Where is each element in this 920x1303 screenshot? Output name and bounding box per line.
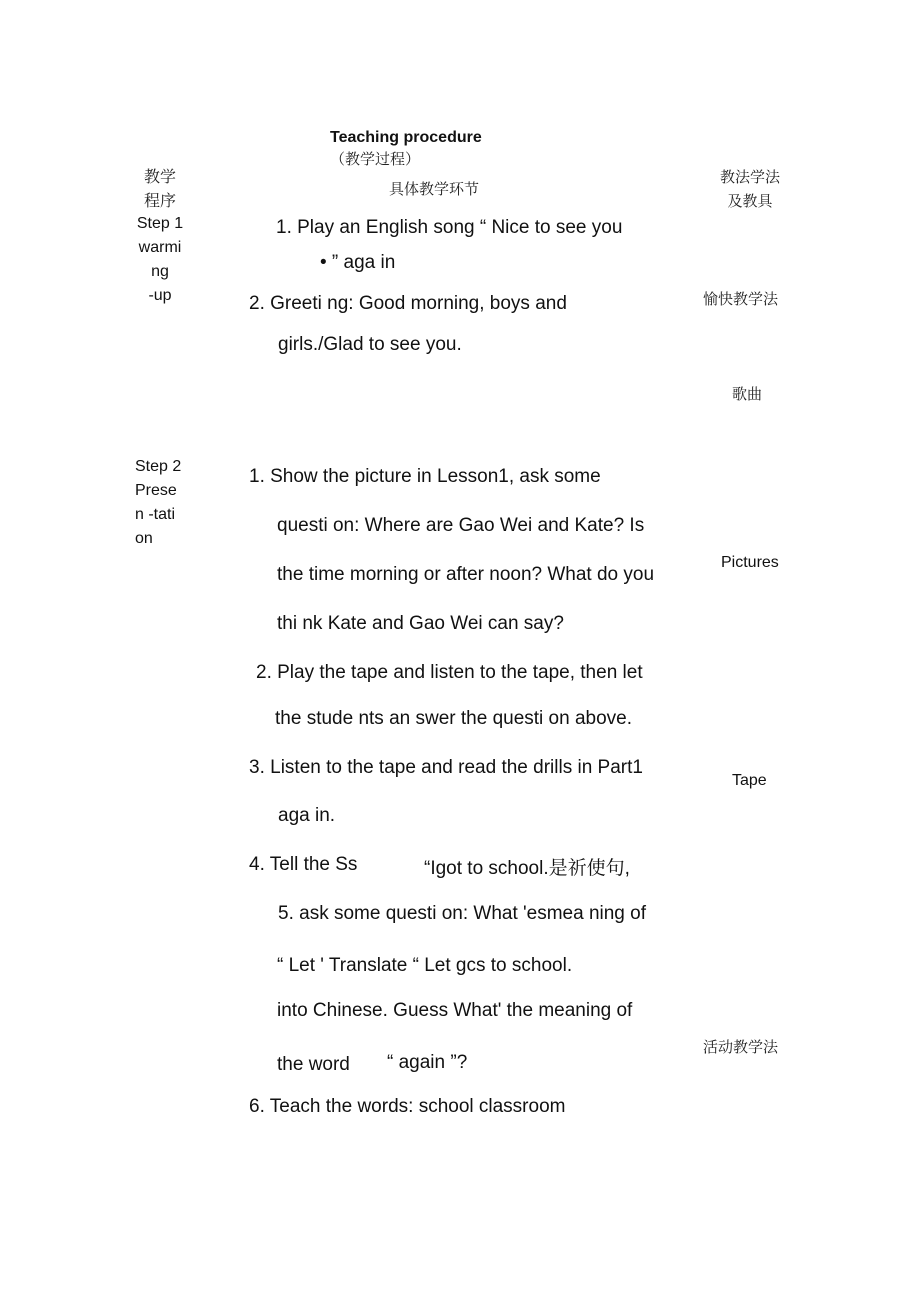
column-header-methods-line2: 及教具 [727, 192, 773, 210]
step2-line: into Chinese. Guess What' the meaning of [277, 1000, 633, 1021]
step2-line: questi on: Where are Gao Wei and Kate? Is [277, 515, 645, 536]
step1-line: • ” aga in [320, 252, 396, 273]
step1-line: 1. Play an English song “ Nice to see you [276, 217, 623, 238]
step2-line: aga in. [278, 805, 336, 826]
step1-label-line: -up [148, 287, 172, 304]
page-subtitle: （教学过程） [330, 150, 421, 168]
step2-line: thi nk Kate and Gao Wei can say? [277, 613, 564, 634]
step2-line: 6. Teach the words: school classroom [249, 1096, 566, 1117]
step2-line: the stude nts an swer the questi on above. [275, 708, 633, 729]
step1-line: girls./Glad to see you. [278, 334, 462, 355]
step2-method: Pictures [721, 554, 779, 571]
step2-line: the time morning or after noon? What do you [277, 564, 655, 585]
step1-line: 2. Greeti ng: Good morning, boys and [249, 293, 567, 314]
step2-line: “ Let ' Translate “ Let gcs to school. [277, 955, 573, 976]
step2-line: “Igot to school.是祈使句, [424, 858, 630, 879]
step2-method: 活动教学法 [703, 1038, 779, 1056]
step1-label-line: ng [151, 263, 169, 280]
step2-label-line: n -tati [135, 506, 176, 523]
step2-line: 5. ask some questi on: What 'esmea ning of [278, 903, 646, 924]
step2-line: the word [277, 1054, 350, 1075]
column-header-procedure-line2: 程序 [143, 191, 176, 210]
step1-method: 歌曲 [732, 385, 763, 403]
step1-label-line: warmi [138, 239, 182, 256]
page-title: Teaching procedure [330, 129, 482, 146]
column-header-procedure-line1: 教学 [143, 167, 176, 186]
step1-label-line: Step 1 [136, 215, 184, 232]
step2-line: 3. Listen to the tape and read the drills in Part1 [249, 757, 643, 778]
step2-line: “ again ”? [387, 1052, 468, 1073]
column-header-methods [716, 165, 784, 213]
step2-label [135, 455, 181, 551]
step2-line: 4. Tell the Ss [249, 854, 358, 875]
step2-label-line: on [135, 530, 153, 547]
step2-method: Tape [732, 772, 767, 789]
step2-label-line: Step 2 [135, 458, 182, 475]
column-header-methods-line1: 教法学法 [719, 168, 780, 186]
step2-line: 1. Show the picture in Lesson1, ask some [249, 466, 601, 487]
column-header-process: 具体教学环节 [389, 180, 480, 198]
step1-method: 愉快教学法 [703, 290, 779, 308]
step2-line: 2. Play the tape and listen to the tape, then let [256, 662, 643, 683]
column-header-procedure [128, 165, 192, 213]
step2-label-line: Prese [135, 482, 177, 499]
step1-label [128, 212, 192, 308]
